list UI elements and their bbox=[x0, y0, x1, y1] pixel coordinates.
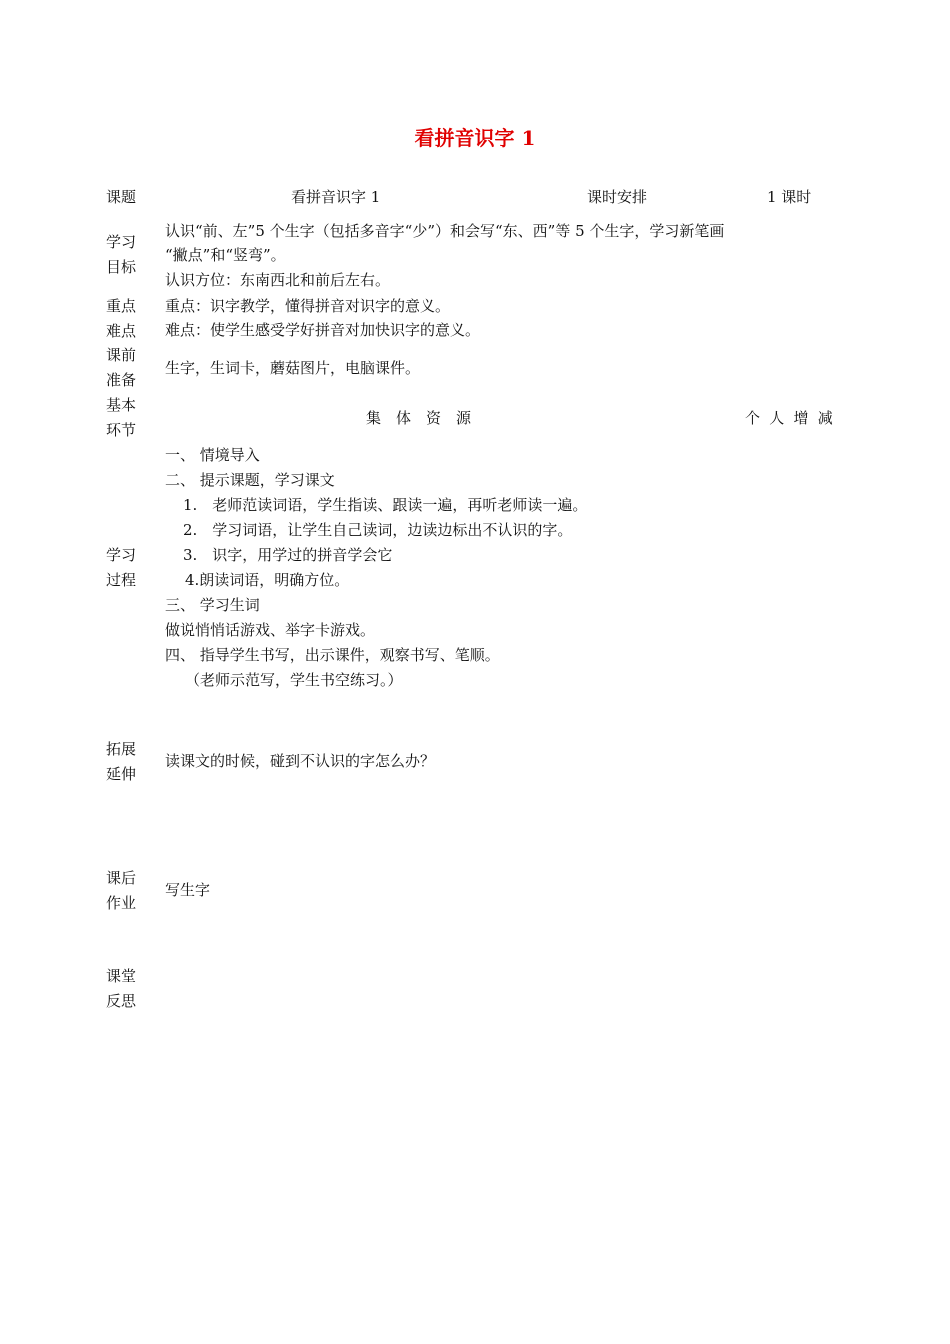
process-step-detail: 做说悄悄话游戏、举字卡游戏。 bbox=[165, 621, 376, 639]
basics-label: 基本环节 bbox=[106, 396, 137, 439]
collective-resources-heading: 集 体 资 源 bbox=[366, 409, 472, 427]
goals-label: 学习目标 bbox=[106, 233, 137, 276]
goals-line-1: 认识“前、左”5 个生字（包括多音字“少”）和会写“东、西”等 5 个生字，学习新笔画 bbox=[165, 222, 725, 240]
schedule-label: 课时安排 bbox=[587, 188, 648, 206]
extension-label: 拓展延伸 bbox=[106, 740, 137, 783]
process-step: 二、 提示课题，学习课文 bbox=[165, 471, 335, 489]
process-substep: 2. 学习词语，让学生自己读词，边读边标出不认识的字。 bbox=[183, 521, 573, 539]
extension-text: 读课文的时候，碰到不认识的字怎么办？ bbox=[165, 752, 436, 770]
process-step: 三、 学习生词 bbox=[165, 596, 260, 614]
prep-label: 课前准备 bbox=[106, 346, 137, 389]
process-substep: 3. 识字，用学过的拼音学会它 bbox=[183, 546, 393, 564]
reflection-label: 课堂反思 bbox=[106, 967, 137, 1010]
process-substep: 4.朗读词语，明确方位。 bbox=[185, 571, 350, 589]
goals-line-2: “撇点”和“竖弯”。 bbox=[165, 246, 286, 264]
homework-text: 写生字 bbox=[165, 881, 211, 899]
process-substep: 1. 老师范读词语，学生指读、跟读一遍，再听老师读一遍。 bbox=[183, 496, 588, 514]
goals-line-3: 认识方位：东南西北和前后左右。 bbox=[165, 271, 391, 289]
key-point: 重点：识字教学，懂得拼音对识字的意义。 bbox=[165, 297, 451, 315]
topic-value: 看拼音识字 1 bbox=[291, 188, 381, 206]
prep-text: 生字，生词卡，蘑菇图片，电脑课件。 bbox=[165, 359, 421, 377]
process-step-detail: （老师示范写，学生书空练习。） bbox=[185, 671, 403, 689]
process-step: 一、 情境导入 bbox=[165, 446, 260, 464]
personal-adjustments-heading: 个 人 增 减 bbox=[745, 409, 836, 427]
focus-label: 重点难点 bbox=[106, 297, 137, 340]
process-step: 四、 指导学生书写，出示课件，观察书写、笔顺。 bbox=[165, 646, 500, 664]
page-title: 看拼音识字 1 bbox=[414, 126, 536, 150]
homework-label: 课后作业 bbox=[106, 869, 137, 912]
difficult-point: 难点：使学生感受学好拼音对加快识字的意义。 bbox=[165, 321, 481, 339]
topic-label: 课题 bbox=[106, 188, 137, 206]
process-label: 学习过程 bbox=[106, 546, 137, 589]
schedule-value: 1 课时 bbox=[767, 188, 812, 206]
